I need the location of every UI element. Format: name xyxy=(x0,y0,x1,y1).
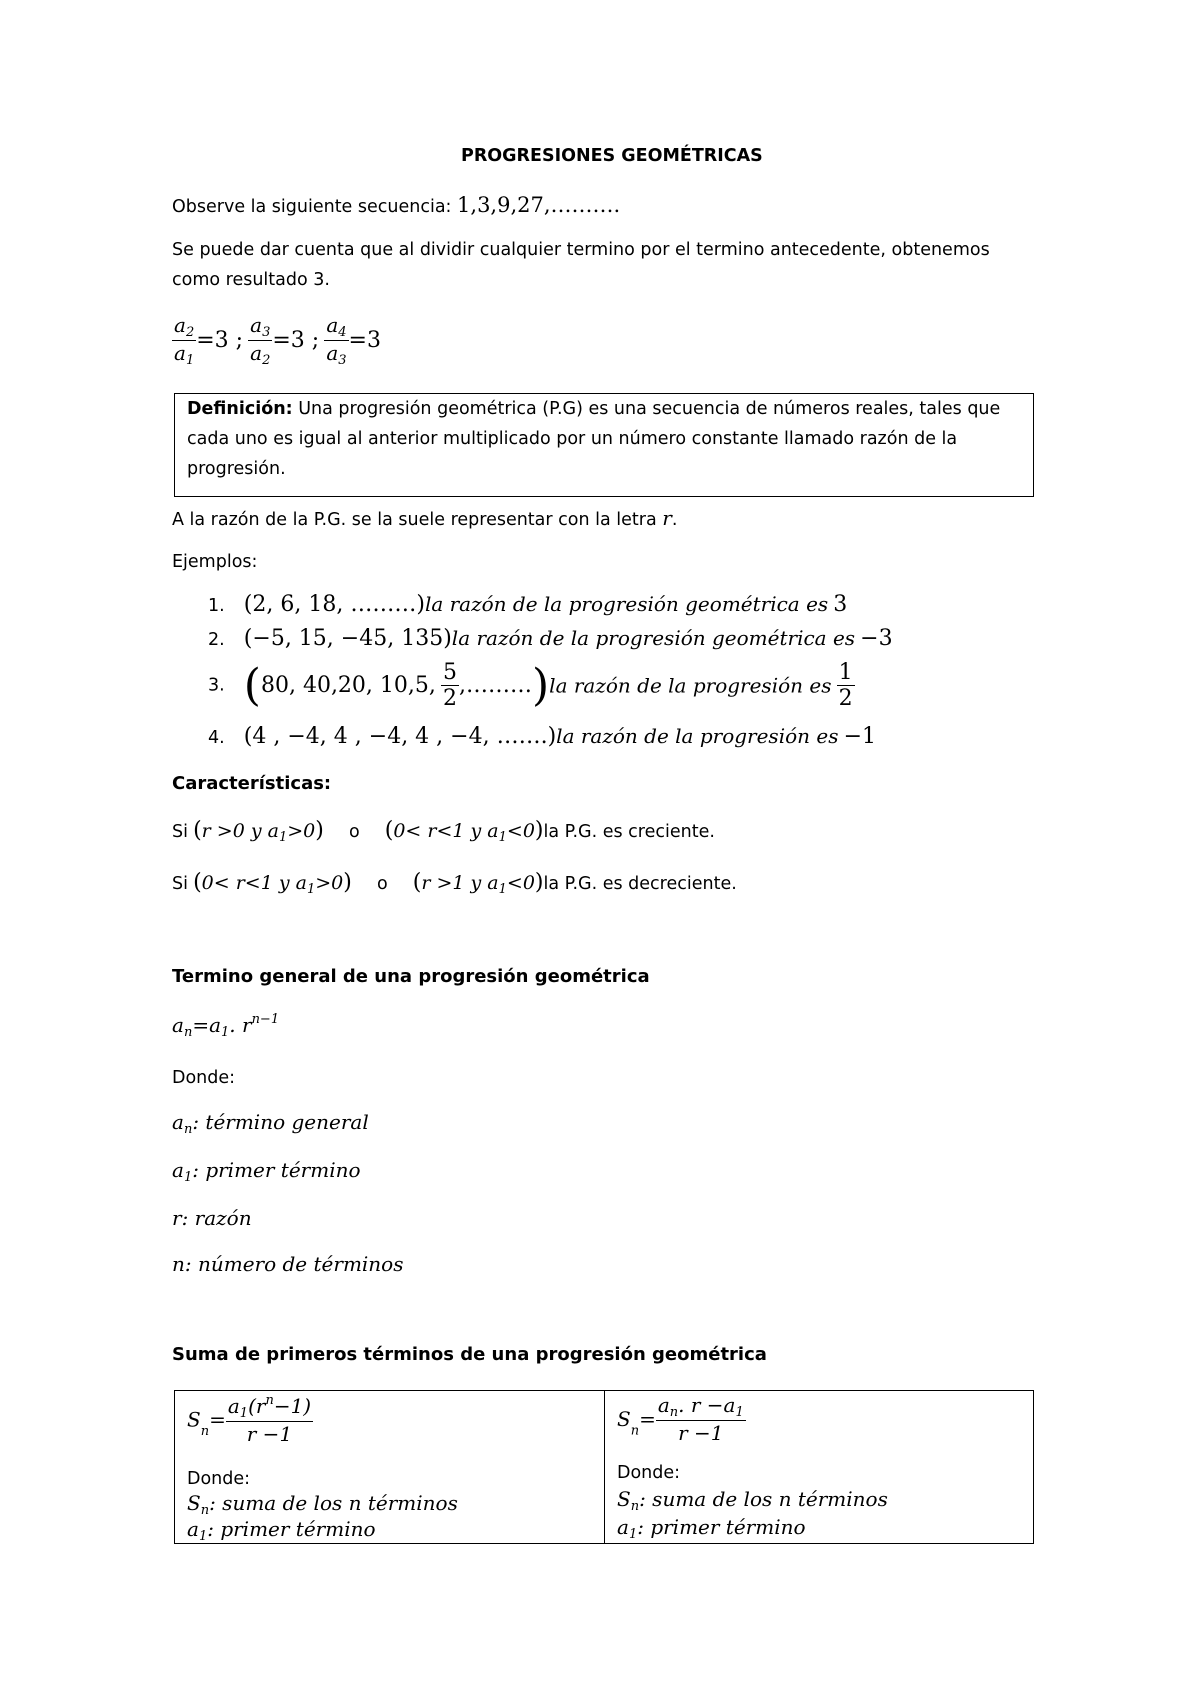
definition-line-1: Una progresión geométrica (P.G) es una secuencia de números reales, tales que xyxy=(292,399,1001,419)
condition-2: r >1 y a xyxy=(421,872,499,894)
ratio-fraction-3: $\frac{a_4}{a_3}$ xyxy=(326,313,347,368)
sum-cell-right xyxy=(617,1391,1037,1543)
example-sequence: 2, 6, 18, ……… xyxy=(252,592,417,617)
ratio-fraction-1: $\frac{a_2}{a_1}$ xyxy=(174,313,195,368)
sum-heading: Suma de primeros términos de una progresión geométrica xyxy=(172,1344,767,1365)
ratio-note-end: . xyxy=(671,510,678,530)
condition-1-sub: 1 xyxy=(306,882,316,897)
example-sequence: −5, 15, −45, 135 xyxy=(252,626,444,651)
sum-formulas-table xyxy=(174,1390,1034,1544)
sum-def-left-2: $a_1$: primer término xyxy=(187,1517,376,1544)
example-description: la razón de la progresión geométrica es xyxy=(451,626,856,650)
example-number: 4. xyxy=(208,728,225,748)
condition-1: 0< r<1 y a xyxy=(201,872,307,894)
or-label: o xyxy=(348,822,360,842)
example-value: 3 xyxy=(833,592,848,617)
example-fraction: $\frac{5}{2}$ xyxy=(443,660,457,711)
ratio-letter: r xyxy=(662,506,672,530)
definition-line-2: cada uno es igual al anterior multiplicado por un número constante llamado razón de la xyxy=(187,429,958,449)
sum-formula-right: $S_n=$ $\frac{a_n. r -a_1}{r -1}$ xyxy=(617,1393,744,1445)
characteristic-result: la P.G. es creciente. xyxy=(543,822,715,842)
general-term-formula: $a_n=a_1$. $r^{n-1}$ xyxy=(172,1012,280,1040)
example-item: 2. (−5, 15, −45, 135)la razón de la progresión geométrica es −3 xyxy=(208,626,893,651)
ratio-fraction-2: $\frac{a_3}{a_2}$ xyxy=(250,313,271,368)
ratio-note-text: A la razón de la P.G. se la suele representar con la letra xyxy=(172,510,657,530)
sum-cell-left xyxy=(187,1391,607,1543)
condition-1-end: >0 xyxy=(315,872,344,894)
term-definition: r: razón xyxy=(172,1206,252,1230)
condition-2-end: <0 xyxy=(506,820,535,842)
explanation-line-2: como resultado 3. xyxy=(172,270,330,290)
examples-label: Ejemplos: xyxy=(172,552,258,572)
example-value-fraction: $\frac{1}{2}$ xyxy=(838,660,853,711)
sum-donde-left: Donde: xyxy=(187,1469,251,1489)
sum-def-right-1: $S_n$: suma de los n términos xyxy=(617,1487,888,1514)
observe-label: Observe la siguiente secuencia: xyxy=(172,197,452,217)
ratio-eq-3: =3 xyxy=(348,328,381,353)
definition-line-3: progresión. xyxy=(187,459,286,479)
example-value: −3 xyxy=(860,626,893,651)
example-number: 2. xyxy=(208,630,225,650)
sum-def-right-2: $a_1$: primer término xyxy=(617,1515,806,1542)
example-description: la razón de la progresión es xyxy=(549,673,832,698)
definition-box xyxy=(174,393,1034,497)
example-sequence: 80, 40,20, 10,5, xyxy=(260,673,436,698)
or-label: o xyxy=(376,874,388,894)
term-definition: n: número de términos xyxy=(172,1252,404,1276)
definition-label: Definición: xyxy=(187,399,293,419)
sum-formula-left: $S_n=$ $\frac{a_1(r^n-1)}{r -1}$ xyxy=(187,1393,312,1446)
example-description: la razón de la progresión geométrica es xyxy=(424,592,829,616)
example-item: 3. (80, 40,20, 10,5, $\frac{5}{2}$ ,………)la razón de la progresión es $\frac{1}{2}$ xyxy=(208,660,853,711)
example-value: −1 xyxy=(843,724,876,749)
example-description: la razón de la progresión es xyxy=(556,724,839,748)
sum-donde-right: Donde: xyxy=(617,1463,681,1483)
term-definition: $a_1$: primer término xyxy=(172,1158,361,1185)
term-definition: $a_n$: término general xyxy=(172,1110,369,1137)
condition-2-end: <0 xyxy=(506,872,535,894)
donde-label: Donde: xyxy=(172,1068,236,1088)
observe-line xyxy=(172,193,620,217)
page-title: PROGRESIONES GEOMÉTRICAS xyxy=(461,146,763,166)
example-sequence: 4 , −4, 4 , −4, 4 , −4, ……. xyxy=(252,724,548,749)
condition-2-sub: 1 xyxy=(498,882,507,897)
example-sequence-end: ,……… xyxy=(459,673,532,698)
example-number: 3. xyxy=(208,675,225,696)
characteristic-result: la P.G. es decreciente. xyxy=(543,874,737,894)
si-label: Si xyxy=(172,874,188,894)
characteristic-row-2: Si (0< r<1 y $a_1>0$) o (r >1 y $a_1<0)la$ P.G. es decreciente. xyxy=(172,870,737,897)
example-item: 4. (4 , −4, 4 , −4, 4 , −4, …….)la razón de la progresión es −1 xyxy=(208,724,876,749)
explanation-line-1: Se puede dar cuenta que al dividir cualquier termino por el termino antecedente, obtenemos xyxy=(172,240,990,260)
general-term-heading: Termino general de una progresión geométrica xyxy=(172,966,650,987)
characteristics-label: Características: xyxy=(172,773,332,794)
ratio-equations xyxy=(172,313,381,368)
sum-def-left-1: $S_n$: suma de los n términos xyxy=(187,1491,458,1518)
condition-1-end: >0 xyxy=(287,820,316,842)
condition-1-sub: 1 xyxy=(278,830,288,845)
condition-2-sub: 1 xyxy=(498,830,507,845)
characteristic-row-1: Si (r >0 y $a_1>0$) o (0< r<1 y $a_1<0)la$ P.G. es creciente. xyxy=(172,818,715,845)
condition-1: r >0 y a xyxy=(201,820,279,842)
ratio-note xyxy=(172,506,677,530)
si-label: Si xyxy=(172,822,188,842)
ratio-eq-1: =3 ; xyxy=(196,328,244,353)
sequence-example: 1,3,9,27,………. xyxy=(457,193,621,217)
ratio-eq-2: =3 ; xyxy=(272,328,320,353)
example-number: 1. xyxy=(208,596,225,616)
example-item: 1. (2, 6, 18, ………)la razón de la progresión geométrica es 3 xyxy=(208,592,848,617)
condition-2: 0< r<1 y a xyxy=(393,820,499,842)
definition-text xyxy=(187,394,1027,484)
